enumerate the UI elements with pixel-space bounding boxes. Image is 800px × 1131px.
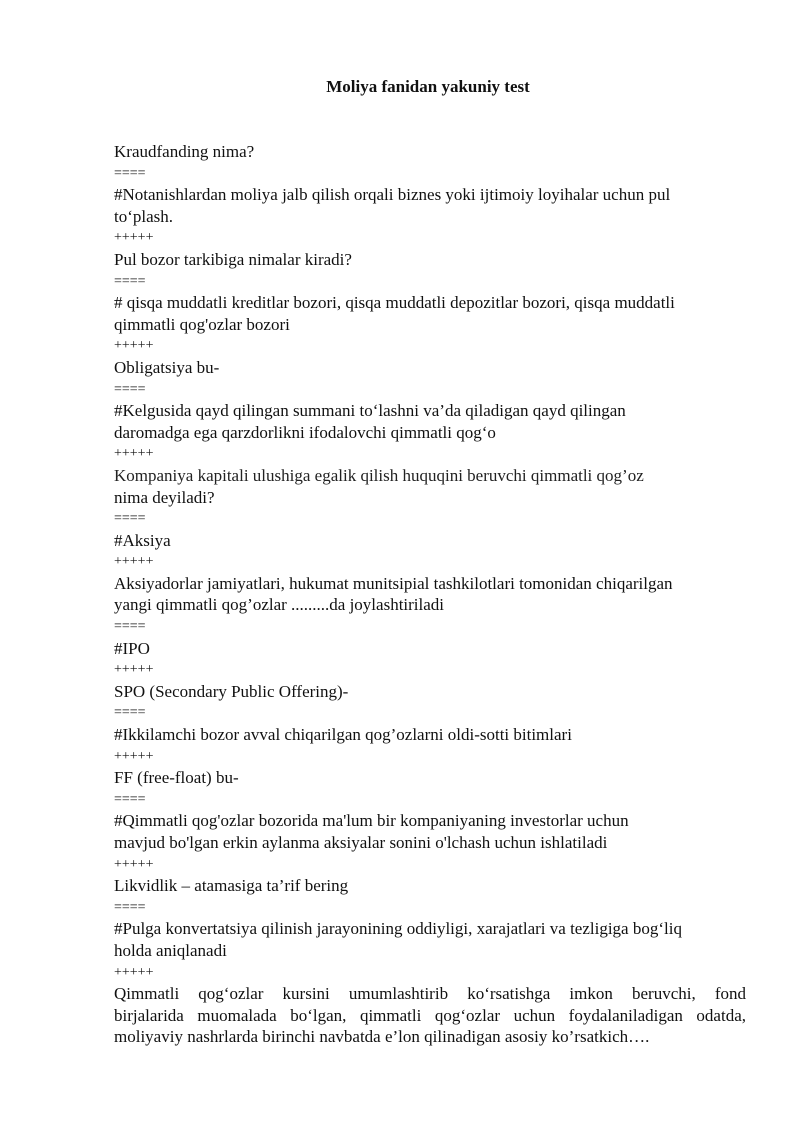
answer-2-line-2: qimmatli qog'ozlar bozori	[114, 314, 290, 334]
answer-7-line-2: mavjud bo'lgan erkin aylanma aksiyalar sonini o'lchash uchun ishlatiladi	[114, 833, 608, 852]
question-8: Likvidlik – atamasiga ta’rif bering	[114, 876, 349, 896]
answer-1-line-1: #Notanishlardan moliya jalb qilish orqali biznes yoki ijtimoiy loyihalar uchun pul	[114, 185, 671, 205]
question-4-line-2: nima deyiladi?	[114, 487, 215, 507]
question-9-line-1: Qimmatli qog‘ozlar kursini umumlashtirib ko‘rsatishga imkon beruvchi, fond	[114, 984, 746, 1004]
question-separator: ====	[114, 791, 146, 807]
question-7: FF (free-float) bu-	[114, 768, 239, 788]
answer-5: #IPO	[114, 638, 150, 658]
question-5-line-2: yangi qimmatli qog’ozlar .........da joylashtiriladi	[114, 595, 445, 615]
question-separator: ====	[114, 165, 146, 181]
answer-3-line-2: daromadga ega qarzdorlikni ifodalovchi qimmatli qog‘o	[114, 422, 496, 442]
answer-1-line-2: to‘plash.	[114, 206, 174, 226]
question-separator: ====	[114, 511, 146, 527]
answer-8-line-1: #Pulga konvertatsiya qilinish jarayonining oddiyligi, xarajatlari va tezligiga bog‘liq	[114, 919, 682, 939]
answer-separator: +++++	[114, 662, 154, 678]
answer-separator: +++++	[114, 230, 154, 246]
document-title: Moliya fanidan yakuniy test	[326, 77, 530, 96]
answer-separator: +++++	[114, 338, 154, 354]
question-3: Obligatsiya bu-	[114, 357, 220, 377]
question-4-line-1: Kompaniya kapitali ulushiga egalik qilish huquqini beruvchi qimmatli qog’oz	[114, 465, 644, 485]
question-6: SPO (Secondary Public Offering)-	[114, 681, 349, 701]
question-separator: ====	[114, 899, 146, 915]
answer-separator: +++++	[114, 554, 154, 570]
answer-6: #Ikkilamchi bozor avval chiqarilgan qog’ozlarni oldi-sotti bitimlari	[114, 725, 572, 745]
question-5-line-1: Aksiyadorlar jamiyatlari, hukumat munitsipial tashkilotlari tomonidan chiqarilgan	[114, 573, 673, 593]
answer-3-line-1: #Kelgusida qayd qilingan summani to‘lashni va’da qiladigan qayd qilingan	[114, 401, 626, 421]
answer-8-line-2: holda aniqlanadi	[114, 940, 227, 960]
question-9-line-2: birjalarida muomalada bo‘lgan, qimmatli qog‘ozlar uchun foydalaniladigan odatda,	[114, 1005, 746, 1025]
question-separator: ====	[114, 381, 146, 397]
answer-4: #Aksiya	[114, 530, 171, 550]
question-separator: ====	[114, 273, 146, 289]
question-separator: ====	[114, 705, 146, 721]
answer-separator: +++++	[114, 446, 154, 462]
question-separator: ====	[114, 619, 146, 635]
answer-separator: +++++	[114, 748, 154, 764]
answer-separator: +++++	[114, 856, 154, 872]
question-2: Pul bozor tarkibiga nimalar kiradi?	[114, 249, 352, 269]
question-1: Kraudfanding nima?	[114, 142, 255, 161]
answer-2-line-1: # qisqa muddatli kreditlar bozori, qisqa muddatli depozitlar bozori, qisqa muddatli	[114, 293, 675, 313]
answer-7-line-1: #Qimmatli qog'ozlar bozorida ma'lum bir kompaniyaning investorlar uchun	[114, 811, 629, 831]
document-body	[114, 141, 746, 1048]
answer-separator: +++++	[114, 964, 154, 980]
question-9-line-3: moliyaviy nashrlarda birinchi navbatda e’lon qilinadigan asosiy ko’rsatkich….	[114, 1027, 650, 1047]
